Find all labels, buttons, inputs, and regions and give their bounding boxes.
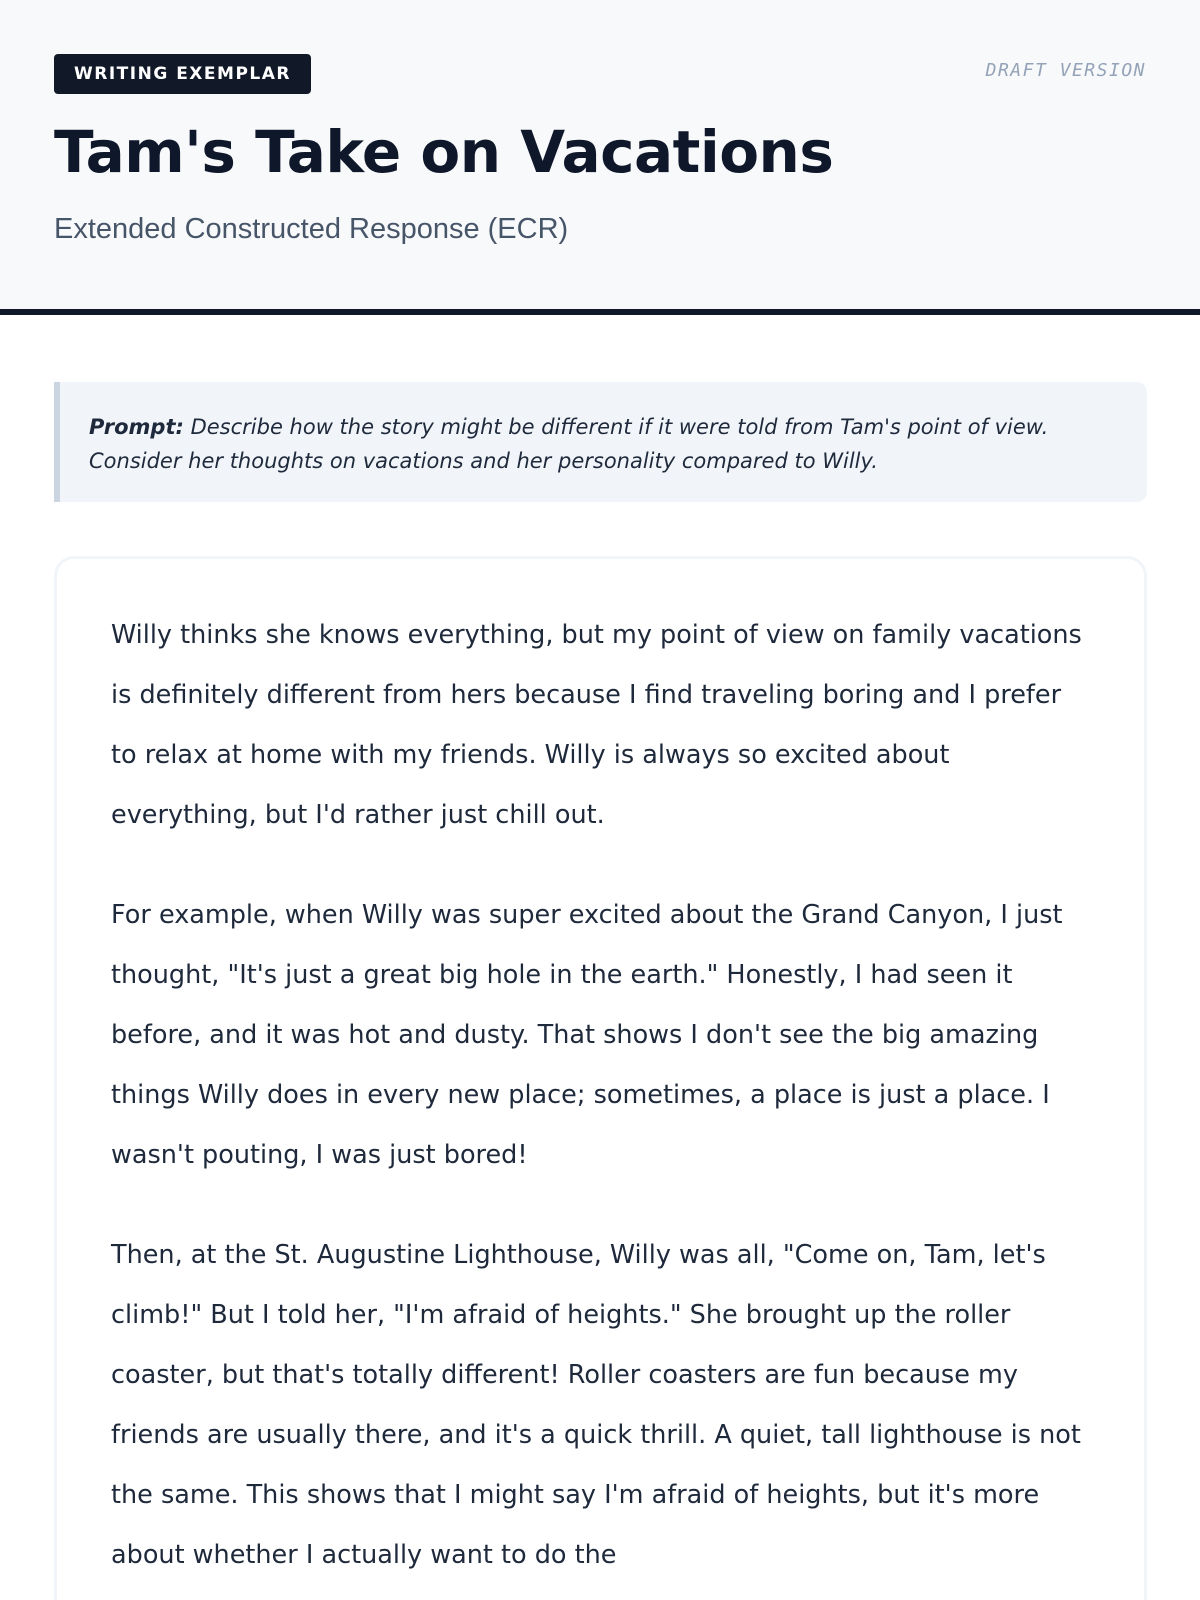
essay-paragraph-3: Then, at the St. Augustine Lighthouse, Willy was all, "Come on, Tam, let's climb!" But I told her, "I'm afraid of heights." She brought up the roller coaster, but that's totally different! Roller coasters are fun because my friends are usually there, and it's a quick thrill. A quiet, tall lighthouse is not the same. This shows that I might say I'm afraid of heights, but it's more about whether I actually want to do the <box>111 1240 1081 1570</box>
essay-paragraph-1: Willy thinks she knows everything, but my point of view on family vacations is definitely different from hers because I find traveling boring and I prefer to relax at home with my friends. Willy is always so excited about everything, but I'd rather just chill out. <box>111 620 1082 830</box>
prompt-text: Describe how the story might be different if it were told from Tam's point of view. Consider her thoughts on vacations and her personality compared to Willy. <box>89 415 1049 473</box>
prompt-label: Prompt: <box>89 415 184 439</box>
prompt-box <box>54 382 1147 502</box>
page-header <box>0 0 1200 315</box>
essay-card <box>54 556 1147 1600</box>
page-subtitle: Extended Constructed Response (ECR) <box>54 213 569 245</box>
essay-paragraph-2: For example, when Willy was super excited about the Grand Canyon, I just thought, "It's just a great big hole in the earth." Honestly, I had seen it before, and it was hot and dusty. That shows I don't see the big amazing things Willy does in every new place; sometimes, a place is just a place. I wasn't pouting, I was just bored! <box>111 900 1063 1170</box>
draft-version-label: DRAFT VERSION <box>985 60 1146 81</box>
page-title: Tam's Take on Vacations <box>54 118 834 186</box>
writing-exemplar-badge: WRITING EXEMPLAR <box>54 54 311 94</box>
